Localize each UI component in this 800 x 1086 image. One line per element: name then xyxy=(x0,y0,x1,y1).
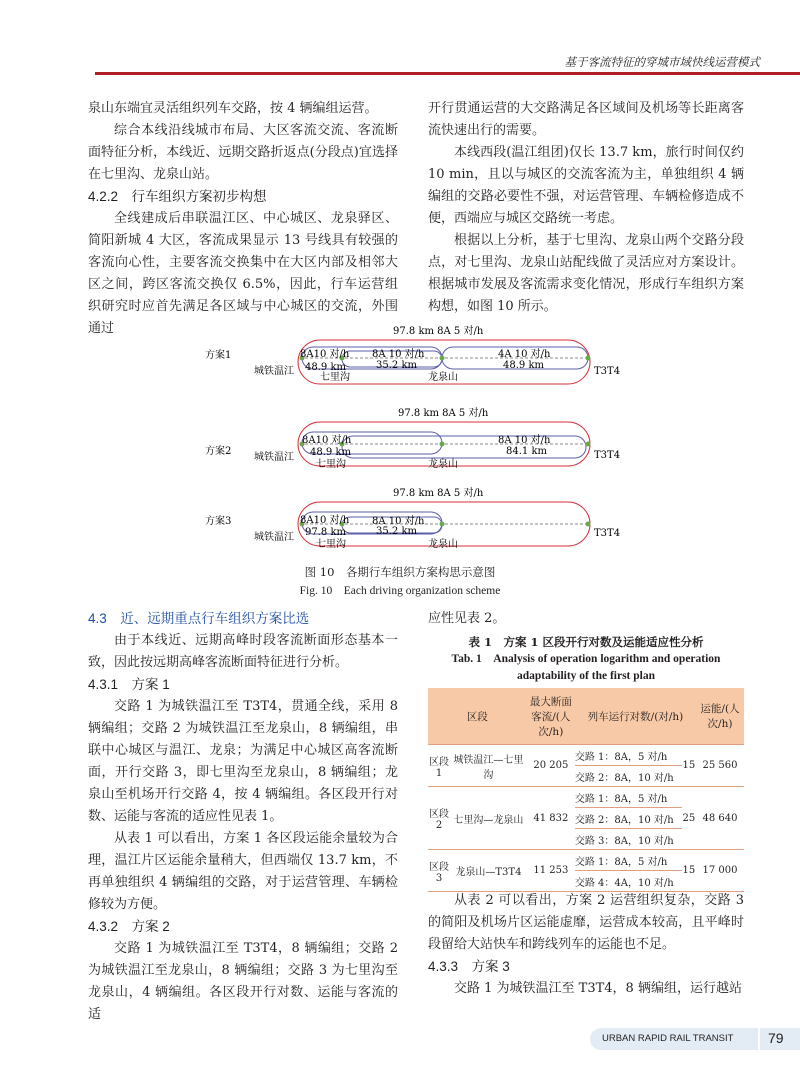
svg-text:龙泉山: 龙泉山 xyxy=(428,459,458,470)
header-rule xyxy=(95,72,800,75)
svg-text:龙泉山: 龙泉山 xyxy=(428,539,458,550)
segment-label: 8A 10 对/h xyxy=(372,349,425,360)
column-header: 最大断面客流/(人次/h) xyxy=(527,688,575,745)
paragraph: 从表 1 可以看出，方案 1 各区段运能余量较为合理，温江片区运能余量稍大，但西端仅 13.7 km，不再单独组织 4 辆编组的交路，对于运营管理、车辆检修较为方便。 xyxy=(88,831,398,912)
segment-km: 48.9 km xyxy=(503,360,544,371)
station-qiligou: 七里沟 xyxy=(320,372,350,383)
segment-label: 8A10 对/h xyxy=(300,349,350,360)
table-row: 区段2 七里沟—龙泉山 41 832 交路 1：8A，5 对/h 25 48 640 xyxy=(428,787,744,808)
section-heading-4-3-2: 4.3.2 方案 2 xyxy=(88,919,170,934)
svg-text:城铁温江: 城铁温江 xyxy=(254,532,294,543)
segment-km: 48.9 km xyxy=(310,447,351,458)
data-table: 区段 最大断面客流/(人次/h) 列车运行对数/(对/h) 运能/(人次/h) 区段1 城铁温江—七里沟 20 205 交路 1：8A，5 对/h 15 25 560 交路 2：8A，10 对/h 区段2 七里沟—龙泉山 41 832 交路 1：8A，5 对/h 25 48 640 交路 2：8A，10 对/h 交路 3：8A，10 对/h 区段3 龙泉山—T3T4 11 253 交路 1：8A，5 对/h 15 17 000 交路 4：4A，10 对/h xyxy=(428,688,744,892)
table-row: 区段3 龙泉山—T3T4 11 253 交路 1：8A，5 对/h 15 17 000 xyxy=(428,850,744,871)
section-heading-4-3: 4.3 近、远期重点行车组织方案比选 xyxy=(88,611,310,626)
svg-text:七里沟: 七里沟 xyxy=(316,459,346,470)
segment-label: 8A10 对/h xyxy=(302,435,352,446)
plan-1 xyxy=(205,324,620,384)
table-row: 区段1 城铁温江—七里沟 20 205 交路 1：8A，5 对/h 15 25 560 xyxy=(428,745,744,766)
paragraph: 本线西段(温江组团)仅长 13.7 km，旅行时间仅约 10 min，且以与城区的交流客流为主，单独组织 4 辆编组的交路必要性不强，对运营管理、车辆检修造成不便，西端应与城区交路统一考虑。 xyxy=(428,145,744,226)
route-top-label: 97.8 km 8A 5 对/h xyxy=(393,488,484,499)
svg-text:T3T4: T3T4 xyxy=(594,450,621,461)
column-header: 区段 xyxy=(428,688,527,745)
paragraph: 泉山东端宜灵活组织列车交路，按 4 辆编组运营。 xyxy=(88,101,378,116)
page-number: 79 xyxy=(768,1030,784,1046)
plan-3 xyxy=(205,486,620,550)
route-top-label: 97.8 km 8A 5 对/h xyxy=(398,408,489,419)
segment-km: 35.2 km xyxy=(376,360,417,371)
running-header: 基于客流特征的穿城市域快线运营模式 xyxy=(564,57,760,69)
paragraph: 综合本线沿线城市布局、大区客流交流、客流断面特征分析，本线近、远期交路折返点(分段点)宜选择在七里沟、龙泉山站。 xyxy=(88,123,398,182)
paragraph: 交路 1 为城铁温江至 T3T4，8 辆编组，运行越站 xyxy=(454,981,742,996)
table-caption-cn: 表 1 方案 1 区段开行对数及运能适应性分析 xyxy=(468,635,704,649)
column-header: 列车运行对数/(对/h) xyxy=(575,688,696,745)
station-west: 城铁温江 xyxy=(254,366,294,377)
route-top-label: 97.8 km 8A 5 对/h xyxy=(393,326,484,337)
journal-name: URBAN RAPID RAIL TRANSIT xyxy=(602,1033,734,1044)
figure-caption-en: Fig. 10 Each driving organization scheme xyxy=(299,585,501,597)
left-column-bottom xyxy=(88,608,398,1026)
station-longquanshan: 龙泉山 xyxy=(428,372,458,383)
section-heading-4-2-2: 4.2.2 行车组织方案初步构想 xyxy=(88,189,267,204)
svg-text:城铁温江: 城铁温江 xyxy=(254,452,294,463)
right-column-top xyxy=(428,98,744,318)
right-column-end xyxy=(428,890,744,1000)
station-east: T3T4 xyxy=(594,366,621,377)
routing-scheme-diagram xyxy=(0,322,800,572)
table-header-row xyxy=(428,688,744,745)
segment-label: 8A 10 对/h xyxy=(372,516,425,527)
page-footer xyxy=(590,1028,800,1050)
section-heading-4-3-1: 4.3.1 方案 1 xyxy=(88,677,170,692)
paragraph: 交路 1 为城铁温江至 T3T4，贯通全线，采用 8 辆编组；交路 2 为城铁温江至龙泉山，8 辆编组，串联中心城区与温江、龙泉；为满足中心城区高客流断面，开行交路 3，即七里沟至龙泉山，8 辆编组；龙泉山至机场开行交路 4，按 4 辆编组。各区段开行对数、运能与客流的适应性见表 1。 xyxy=(88,699,398,824)
paragraph: 应性见表 2。 xyxy=(428,611,506,626)
paragraph: 根据以上分析，基于七里沟、龙泉山两个交路分段点，对七里沟、龙泉山站配线做了灵活应对方案设计。根据城市发展及客流需求变化情况，形成行车组织方案构想，如图 10 所示。 xyxy=(428,233,744,314)
paragraph: 交路 1 为城铁温江至 T3T4，8 辆编组；交路 2 为城铁温江至龙泉山，8 辆编组；交路 3 为七里沟至龙泉山，4 辆编组。各区段开行对数、运能与客流的适 xyxy=(88,941,398,1022)
table-caption-en: adaptability of the first plan xyxy=(516,670,655,682)
paragraph: 开行贯通运营的大交路满足各区域间及机场等长距离客流快速出行的需要。 xyxy=(428,101,744,138)
segment-km: 35.2 km xyxy=(376,526,417,537)
table-1 xyxy=(428,688,744,892)
section-heading-4-3-3: 4.3.3 方案 3 xyxy=(428,959,510,974)
segment-label: 8A10 对/h xyxy=(300,515,350,526)
svg-text:T3T4: T3T4 xyxy=(594,528,621,539)
plan-label: 方案1 xyxy=(205,350,232,361)
right-column-bottom xyxy=(428,608,744,630)
plan-label: 方案2 xyxy=(205,446,232,457)
segment-label: 8A 10 对/h xyxy=(498,435,551,446)
plan-label: 方案3 xyxy=(205,516,232,527)
figure-caption-cn: 图 10 各期行车组织方案构思示意图 xyxy=(304,565,496,579)
paragraph: 全线建成后串联温江区、中心城区、龙泉驿区、简阳新城 4 大区，客流成果显示 13 号线具有较强的客流向心性，主要客流交换集中在大区内部及相邻大区之间，跨区客流交换仅 6.5%，因此，行车运营组织研究时应首先满足各区域与中心城区的交流，外围通过 xyxy=(88,211,398,336)
segment-label: 4A 10 对/h xyxy=(498,349,551,360)
paragraph: 由于本线近、远期高峰时段客流断面形态基本一致，因此按远期高峰客流断面特征进行分析。 xyxy=(88,633,398,670)
footer-divider xyxy=(758,1028,760,1050)
segment-km: 97.8 km xyxy=(305,527,346,538)
segment-km: 48.9 km xyxy=(305,362,346,373)
paragraph: 从表 2 可以看出，方案 2 运营组织复杂，交路 3 的简阳及机场片区运能虚靡，运营成本较高，且平峰时段留给大站快车和跨线列车的运能也不足。 xyxy=(428,893,744,952)
svg-text:七里沟: 七里沟 xyxy=(316,539,346,550)
table-caption-en: Tab. 1 Analysis of operation logarithm and operation xyxy=(451,653,721,665)
left-column-top xyxy=(88,98,398,340)
plan-2 xyxy=(205,406,620,470)
segment-km: 84.1 km xyxy=(506,446,547,457)
figure-10 xyxy=(0,322,800,602)
table-caption xyxy=(428,634,744,685)
column-header: 运能/(人次/h) xyxy=(696,688,744,745)
